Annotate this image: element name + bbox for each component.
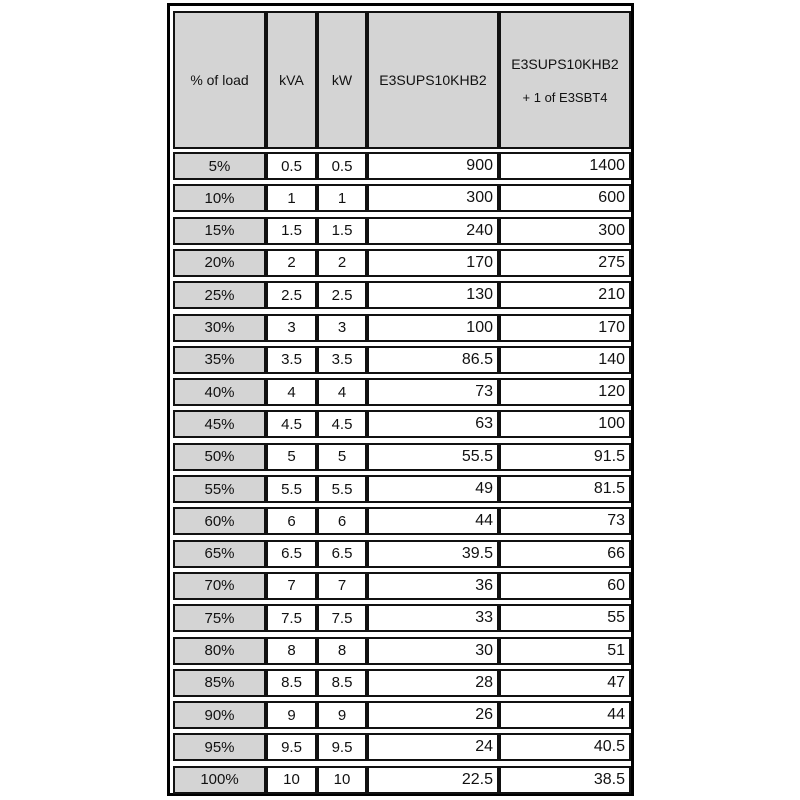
cell-kw: 6.5 <box>317 540 367 568</box>
header-model2-line2: + 1 of E3SBT4 <box>522 89 608 105</box>
table-row <box>170 766 631 794</box>
cell-m2: 51 <box>499 637 631 665</box>
header-kva-label: kVA <box>279 72 304 88</box>
cell-kw: 6 <box>317 507 367 535</box>
table-row <box>170 507 631 535</box>
cell-m2: 275 <box>499 249 631 277</box>
cell-m1: 44 <box>367 507 499 535</box>
cell-load: 40% <box>173 378 266 406</box>
cell-kva: 2 <box>266 249 317 277</box>
table-row <box>170 604 631 632</box>
cell-kva: 7.5 <box>266 604 317 632</box>
header-kva <box>266 11 317 149</box>
table-row <box>170 314 631 342</box>
cell-kva: 3 <box>266 314 317 342</box>
cell-kva: 3.5 <box>266 346 317 374</box>
cell-m1: 900 <box>367 152 499 180</box>
cell-m2: 73 <box>499 507 631 535</box>
header-model1 <box>367 11 499 149</box>
table-row <box>170 346 631 374</box>
table-row <box>170 572 631 600</box>
header-model2 <box>499 11 631 149</box>
cell-load: 35% <box>173 346 266 374</box>
runtime-table <box>167 3 634 796</box>
cell-load: 95% <box>173 733 266 761</box>
header-load-label: % of load <box>190 72 249 88</box>
header-model2-line1: E3SUPS10KHB2 <box>511 55 619 72</box>
table-row <box>170 443 631 471</box>
cell-load: 90% <box>173 701 266 729</box>
cell-kw: 4 <box>317 378 367 406</box>
cell-m1: 55.5 <box>367 443 499 471</box>
cell-m1: 63 <box>367 410 499 438</box>
cell-kw: 3.5 <box>317 346 367 374</box>
cell-kva: 8.5 <box>266 669 317 697</box>
cell-m2: 44 <box>499 701 631 729</box>
cell-m2: 38.5 <box>499 766 631 794</box>
table-row <box>170 475 631 503</box>
cell-m1: 49 <box>367 475 499 503</box>
cell-m1: 240 <box>367 217 499 245</box>
cell-m1: 24 <box>367 733 499 761</box>
cell-kw: 9.5 <box>317 733 367 761</box>
cell-m1: 86.5 <box>367 346 499 374</box>
cell-m2: 66 <box>499 540 631 568</box>
cell-kw: 4.5 <box>317 410 367 438</box>
cell-kva: 6 <box>266 507 317 535</box>
cell-kva: 5.5 <box>266 475 317 503</box>
cell-kva: 0.5 <box>266 152 317 180</box>
table-row <box>170 410 631 438</box>
cell-m2: 91.5 <box>499 443 631 471</box>
cell-m2: 210 <box>499 281 631 309</box>
cell-m1: 300 <box>367 184 499 212</box>
cell-m2: 81.5 <box>499 475 631 503</box>
table-row <box>170 281 631 309</box>
header-model1-label: E3SUPS10KHB2 <box>379 72 487 88</box>
cell-load: 25% <box>173 281 266 309</box>
cell-kw: 8 <box>317 637 367 665</box>
cell-load: 10% <box>173 184 266 212</box>
cell-m2: 140 <box>499 346 631 374</box>
table-row <box>170 701 631 729</box>
cell-kva: 8 <box>266 637 317 665</box>
cell-m2: 47 <box>499 669 631 697</box>
cell-m1: 28 <box>367 669 499 697</box>
cell-load: 65% <box>173 540 266 568</box>
cell-m1: 33 <box>367 604 499 632</box>
cell-m2: 1400 <box>499 152 631 180</box>
cell-kva: 4.5 <box>266 410 317 438</box>
cell-load: 80% <box>173 637 266 665</box>
table-row <box>170 669 631 697</box>
cell-load: 45% <box>173 410 266 438</box>
cell-m1: 36 <box>367 572 499 600</box>
cell-load: 60% <box>173 507 266 535</box>
cell-m1: 22.5 <box>367 766 499 794</box>
cell-kw: 3 <box>317 314 367 342</box>
cell-kva: 1.5 <box>266 217 317 245</box>
cell-kva: 4 <box>266 378 317 406</box>
cell-m2: 170 <box>499 314 631 342</box>
cell-kw: 2 <box>317 249 367 277</box>
cell-kva: 1 <box>266 184 317 212</box>
cell-kw: 0.5 <box>317 152 367 180</box>
cell-kw: 1 <box>317 184 367 212</box>
cell-load: 100% <box>173 766 266 794</box>
cell-m2: 55 <box>499 604 631 632</box>
table-row <box>170 540 631 568</box>
table-row <box>170 184 631 212</box>
cell-kva: 9.5 <box>266 733 317 761</box>
cell-m2: 600 <box>499 184 631 212</box>
cell-m1: 26 <box>367 701 499 729</box>
cell-load: 85% <box>173 669 266 697</box>
cell-kw: 2.5 <box>317 281 367 309</box>
cell-m1: 30 <box>367 637 499 665</box>
table-row <box>170 733 631 761</box>
cell-kw: 5.5 <box>317 475 367 503</box>
cell-m2: 120 <box>499 378 631 406</box>
cell-load: 55% <box>173 475 266 503</box>
cell-load: 20% <box>173 249 266 277</box>
cell-m1: 170 <box>367 249 499 277</box>
cell-load: 5% <box>173 152 266 180</box>
cell-kw: 7 <box>317 572 367 600</box>
cell-kva: 10 <box>266 766 317 794</box>
table-row <box>170 378 631 406</box>
cell-m2: 300 <box>499 217 631 245</box>
cell-load: 70% <box>173 572 266 600</box>
cell-kva: 6.5 <box>266 540 317 568</box>
cell-kva: 2.5 <box>266 281 317 309</box>
cell-m2: 100 <box>499 410 631 438</box>
cell-kw: 1.5 <box>317 217 367 245</box>
header-load <box>173 11 266 149</box>
cell-m1: 130 <box>367 281 499 309</box>
header-kw-label: kW <box>331 72 353 88</box>
cell-m2: 40.5 <box>499 733 631 761</box>
cell-kva: 7 <box>266 572 317 600</box>
cell-load: 50% <box>173 443 266 471</box>
cell-m1: 73 <box>367 378 499 406</box>
table-row <box>170 637 631 665</box>
table-row <box>170 152 631 180</box>
cell-kva: 5 <box>266 443 317 471</box>
header-kw <box>317 11 367 149</box>
table-row <box>170 217 631 245</box>
cell-kw: 8.5 <box>317 669 367 697</box>
cell-m1: 39.5 <box>367 540 499 568</box>
cell-load: 75% <box>173 604 266 632</box>
cell-load: 30% <box>173 314 266 342</box>
cell-m1: 100 <box>367 314 499 342</box>
cell-kw: 9 <box>317 701 367 729</box>
table-row <box>170 249 631 277</box>
cell-kw: 10 <box>317 766 367 794</box>
cell-kw: 7.5 <box>317 604 367 632</box>
cell-load: 15% <box>173 217 266 245</box>
cell-m2: 60 <box>499 572 631 600</box>
cell-kw: 5 <box>317 443 367 471</box>
cell-kva: 9 <box>266 701 317 729</box>
